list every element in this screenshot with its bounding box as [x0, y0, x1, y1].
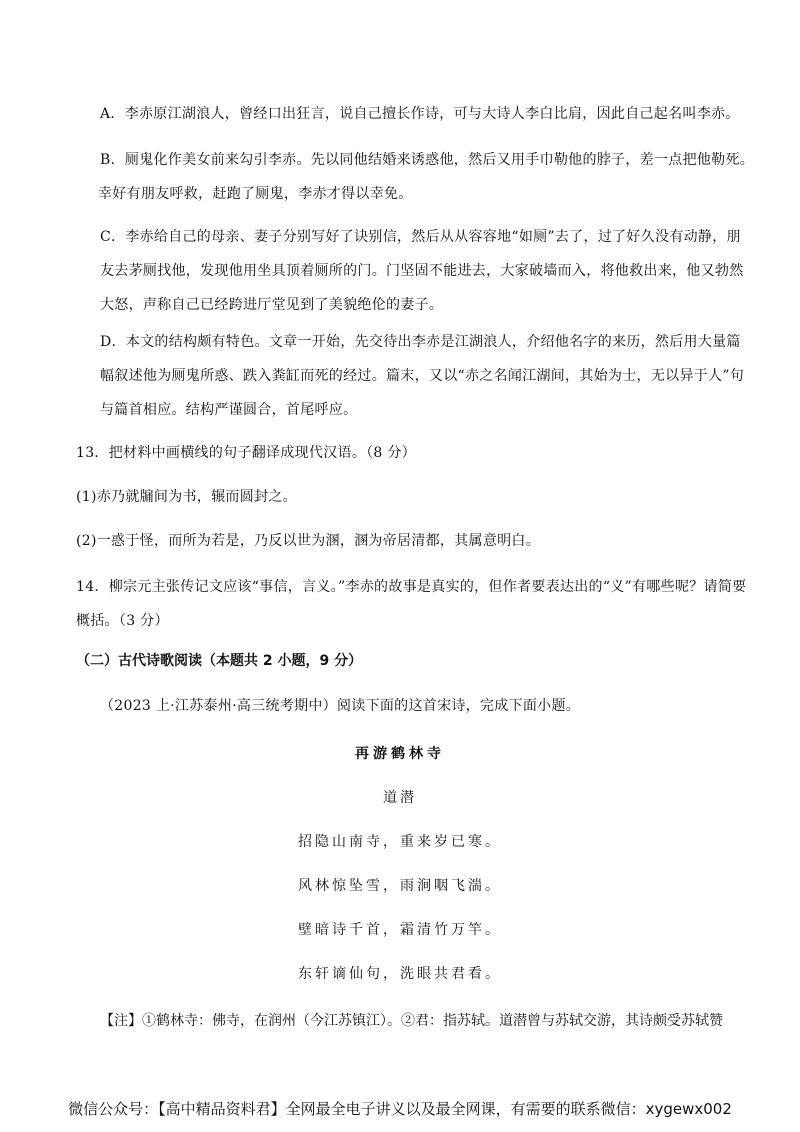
question-13-sentence-2 [76, 524, 740, 558]
option-c-line: 大怒，声称自己已经跨进厅堂见到了美貌绝伦的妻子。 [100, 297, 444, 313]
poem-line: 风林惊坠雪，雨涧咽飞湍。 [298, 878, 502, 894]
option-b-line: 幸好有朋友呼救，赶跑了厕鬼，李赤才得以幸免。 [98, 186, 413, 202]
option-b [98, 143, 755, 211]
option-c-line: C．李赤给自己的母亲、妻子分别写好了诀别信，然后从从容容地“如厕”去了，过了好久没有动静，朋 [100, 229, 741, 245]
sentence-2-text: (2)一惑于怪，而所为若是，乃反以世为溷，溷为帝居清都，其属意明白。 [76, 533, 541, 549]
poem-line: 壁暗诗千首，霜清竹万竿。 [298, 922, 502, 938]
poem-line: 东轩谪仙句，洗眼共君看。 [298, 966, 502, 982]
section-intro: （2023 上·江苏泰州·高三统考期中）阅读下面的这首宋诗，完成下面小题。 [100, 698, 581, 714]
footer-contact: 微信公众号：【高中精品资料君】全网最全电子讲义以及最全网课，有需要的联系微信：xygewx002 [68, 1100, 732, 1118]
question-14-line: 14．柳宗元主张传记文应该“事信，言义。”李赤的故事是真实的，但作者要表达出的“义”有哪些呢？请简要 [76, 579, 747, 595]
option-a-line: A．李赤原江湖浪人，曾经口出狂言，说自己擅长作诗，可与大诗人李白比肩，因此自己起名叫李赤。 [100, 106, 740, 122]
option-b-line: B．厕鬼化作美女前来勾引李赤。先以同他结婚来诱惑他，然后又用手巾勒他的脖子，差一点把他勒死。 [100, 152, 755, 168]
option-c-line: 友去茅厕找他，发现他用坐具顶着厕所的门。门坚固不能进去，大家破墙而入，将他救出来，他又勃然 [100, 263, 744, 279]
option-d-line: D．本文的结构颇有特色。文章一开始，先交待出李赤是江湖浪人，介绍他名字的来历，然后用大量篇 [100, 334, 741, 350]
sentence-1-text: (1)赤乃就牖间为书，辗而圆封之。 [76, 489, 297, 505]
option-c [100, 220, 744, 322]
option-d [100, 325, 745, 427]
section-title: （二）古代诗歌阅读（本题共 2 小题，9 分） [76, 653, 363, 669]
question-13-text: 13．把材料中画横线的句子翻译成现代汉语。（8 分） [76, 445, 416, 461]
question-14 [76, 570, 747, 638]
question-13-stem [76, 436, 740, 470]
poem-title: 再游鹤林寺 [355, 746, 445, 762]
option-d-line: 幅叙述他为厕鬼所惑、跌入粪缸而死的经过。篇末，又以“赤之名闻江湖间，其始为士，无以异于人”句 [100, 368, 745, 384]
option-a [100, 97, 740, 131]
option-d-line: 与篇首相应。结构严谨圆合，首尾呼应。 [100, 402, 358, 418]
annotation-note: 【注】①鹤林寺：佛寺，在润州（今江苏镇江）。②君：指苏轼。道潜曾与苏轼交游，其诗颇受苏轼赞 [100, 1013, 723, 1029]
poem-author: 道潜 [383, 790, 417, 806]
question-14-line: 概括。（3 分） [76, 613, 169, 629]
question-13-sentence-1 [76, 480, 740, 514]
poem-line: 招隐山南寺，重来岁已寒。 [298, 834, 502, 850]
